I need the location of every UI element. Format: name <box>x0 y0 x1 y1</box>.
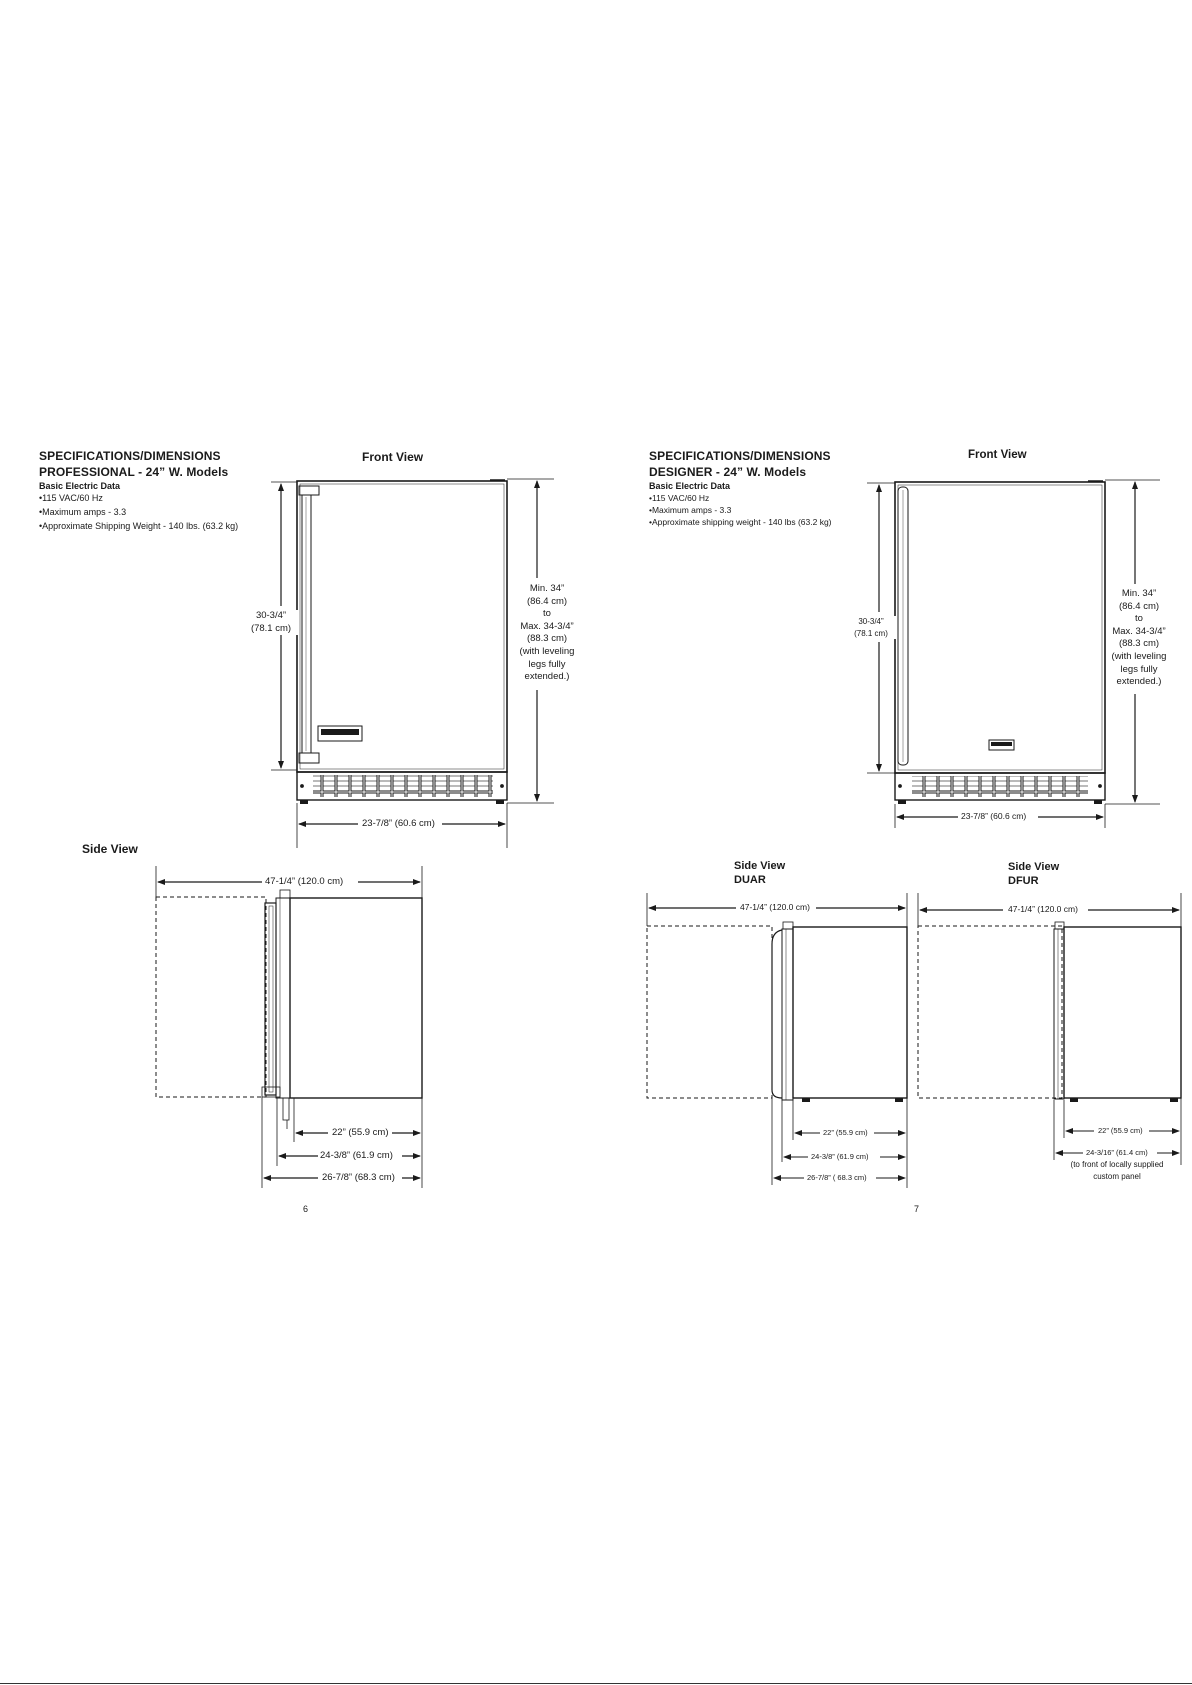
dim-line: extended.) <box>524 671 570 683</box>
dim-line: Min. 34” <box>1121 588 1157 599</box>
label-line: Side View <box>1008 861 1060 873</box>
left-front-view-label: Front View <box>362 450 424 464</box>
dim-line: (86.4 cm) <box>1118 600 1160 612</box>
left-side-view-label: Side View <box>82 842 138 856</box>
duar-side-view-label <box>734 859 785 887</box>
label-line: DFUR <box>1008 875 1039 887</box>
left-depth-open-dim: 47-1/4” (120.0 cm) <box>265 876 344 887</box>
right-height-dim <box>846 616 896 639</box>
dfur-depth-open-dim: 47-1/4” (120.0 cm) <box>1008 904 1078 914</box>
dfur-side-body <box>1064 927 1181 1098</box>
right-cabinet-body <box>895 482 1105 773</box>
left-electric-item: •Maximum amps - 3.3 <box>39 507 127 517</box>
left-depth-24-dim: 24-3/8” (61.9 cm) <box>320 1150 393 1161</box>
left-title-line2: PROFESSIONAL - 24” W. Models <box>39 465 229 479</box>
dim-line: Max. 34-3/4” <box>1112 625 1166 637</box>
right-door-handle <box>898 487 908 765</box>
duar-depth-22-dim: 22” (55.9 cm) <box>823 1128 868 1137</box>
left-side-body <box>290 898 422 1098</box>
left-title-line1: SPECIFICATIONS/DIMENSIONS <box>39 449 221 463</box>
dfur-panel-note <box>1052 1159 1182 1182</box>
note-line: (to front of locally supplied <box>1070 1160 1164 1169</box>
left-door-swing-outline <box>156 897 266 1097</box>
duar-door-swing-outline <box>647 926 772 1098</box>
dim-line: to <box>1135 613 1143 625</box>
dim-line: (with leveling <box>519 645 575 657</box>
right-title-line2: DESIGNER - 24” W. Models <box>649 465 807 479</box>
dim-line: to <box>543 608 551 620</box>
label-line: DUAR <box>734 874 766 886</box>
right-electric-item: •115 VAC/60 Hz <box>649 493 710 503</box>
label-line: Side View <box>734 860 786 872</box>
dim-line: Min. 34” <box>529 583 565 594</box>
dim-line: (78.1 cm) <box>250 622 292 634</box>
dim-line: legs fully <box>528 658 566 670</box>
right-electric-heading: Basic Electric Data <box>649 481 731 491</box>
duar-depth-26-dim: 26-7/8” ( 68.3 cm) <box>807 1173 867 1182</box>
left-height-dim <box>244 610 298 635</box>
right-electric-item: •Maximum amps - 3.3 <box>649 505 732 515</box>
dim-line: Max. 34-3/4” <box>520 620 574 632</box>
dim-line: (78.1 cm) <box>854 628 888 638</box>
dfur-side-view-label <box>1008 860 1059 888</box>
right-overall-height-dim <box>1101 588 1177 689</box>
right-page-number: 7 <box>914 1204 920 1214</box>
dfur-door-swing-outline <box>918 926 1062 1098</box>
dim-line: (with leveling <box>1111 650 1167 662</box>
right-title-line1: SPECIFICATIONS/DIMENSIONS <box>649 449 831 463</box>
left-electric-item: •Approximate Shipping Weight - 140 lbs. (63.2 kg) <box>39 521 239 531</box>
note-line: custom panel <box>1093 1171 1141 1181</box>
left-electric-item: •115 VAC/60 Hz <box>39 493 103 503</box>
dim-line: 30-3/4” <box>255 610 287 621</box>
left-cabinet-body <box>297 481 507 772</box>
dfur-side-view <box>918 893 1181 1165</box>
right-width-dim: 23-7/8” (60.6 cm) <box>961 811 1027 821</box>
dim-line: extended.) <box>1116 676 1162 688</box>
left-overall-height-dim <box>507 583 587 684</box>
left-width-dim: 23-7/8” (60.6 cm) <box>362 818 435 829</box>
dim-line: 30-3/4” <box>858 617 884 626</box>
dfur-depth-24-dim: 24-3/16” (61.4 cm) <box>1086 1148 1148 1157</box>
bottom-rule <box>0 1683 1192 1684</box>
duar-side-body <box>793 927 907 1098</box>
right-electric-item: •Approximate shipping weight - 140 lbs (63.2 kg) <box>649 517 832 527</box>
left-electric-heading: Basic Electric Data <box>39 481 121 491</box>
left-door-handle <box>299 486 319 763</box>
duar-side-view <box>647 893 907 1188</box>
dim-line: legs fully <box>1120 663 1158 675</box>
left-depth-26-dim: 26-7/8” (68.3 cm) <box>322 1172 395 1183</box>
duar-depth-24-dim: 24-3/8” (61.9 cm) <box>811 1152 869 1161</box>
dim-line: (88.3 cm) <box>526 633 568 645</box>
right-front-view-label: Front View <box>968 449 1027 461</box>
left-page-number: 6 <box>303 1204 309 1214</box>
duar-depth-open-dim: 47-1/4” (120.0 cm) <box>740 902 810 912</box>
left-depth-22-dim: 22” (55.9 cm) <box>332 1127 389 1138</box>
dfur-depth-22-dim: 22” (55.9 cm) <box>1098 1126 1143 1135</box>
left-side-view <box>156 866 422 1188</box>
dim-line: (88.3 cm) <box>1118 638 1160 650</box>
dim-line: (86.4 cm) <box>526 595 568 607</box>
